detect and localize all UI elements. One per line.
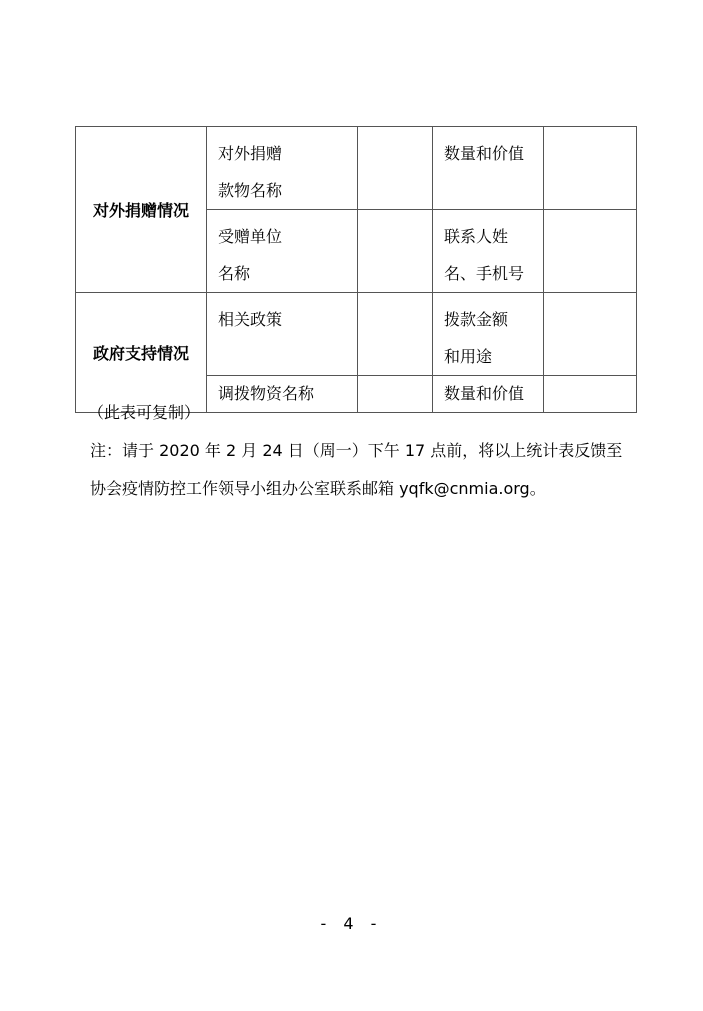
cell-supplies-quantity-value[interactable]	[544, 376, 637, 413]
label-supplies-quantity-value: 数量和价值	[433, 376, 544, 413]
cell-donation-item-name-value[interactable]	[358, 127, 433, 210]
table-row	[76, 127, 637, 210]
cell-allocated-supplies-value[interactable]	[358, 376, 433, 413]
copy-note: （此表可复制）	[88, 403, 201, 422]
label-donation-item-name: 对外捐赠 款物名称	[207, 127, 358, 210]
label-funding-usage: 拨款金额 和用途	[433, 293, 544, 376]
label-related-policy: 相关政策	[207, 293, 358, 376]
page-number: - 4 -	[320, 914, 383, 933]
label-recipient-name: 受赠单位 名称	[207, 210, 358, 293]
cell-contact-phone-value[interactable]	[544, 210, 637, 293]
label-allocated-supplies: 调拨物资名称	[207, 376, 358, 413]
cell-recipient-name-value[interactable]	[358, 210, 433, 293]
cell-donation-quantity-value[interactable]	[544, 127, 637, 210]
label-contact-phone: 联系人姓 名、手机号	[433, 210, 544, 293]
remark-line-1: 注：请于 2020 年 2 月 24 日（周一）下午 17 点前，将以上统计表反馈至	[90, 441, 623, 460]
table-row	[76, 293, 637, 376]
section-government: 政府支持情况	[76, 293, 207, 413]
label-donation-quantity-value: 数量和价值	[433, 127, 544, 210]
section-donation: 对外捐赠情况	[76, 127, 207, 293]
cell-related-policy-value[interactable]	[358, 293, 433, 376]
cell-funding-usage-value[interactable]	[544, 293, 637, 376]
remark-line-2: 协会疫情防控工作领导小组办公室联系邮箱 yqfk@cnmia.org。	[90, 479, 546, 498]
statistics-table	[75, 126, 637, 413]
